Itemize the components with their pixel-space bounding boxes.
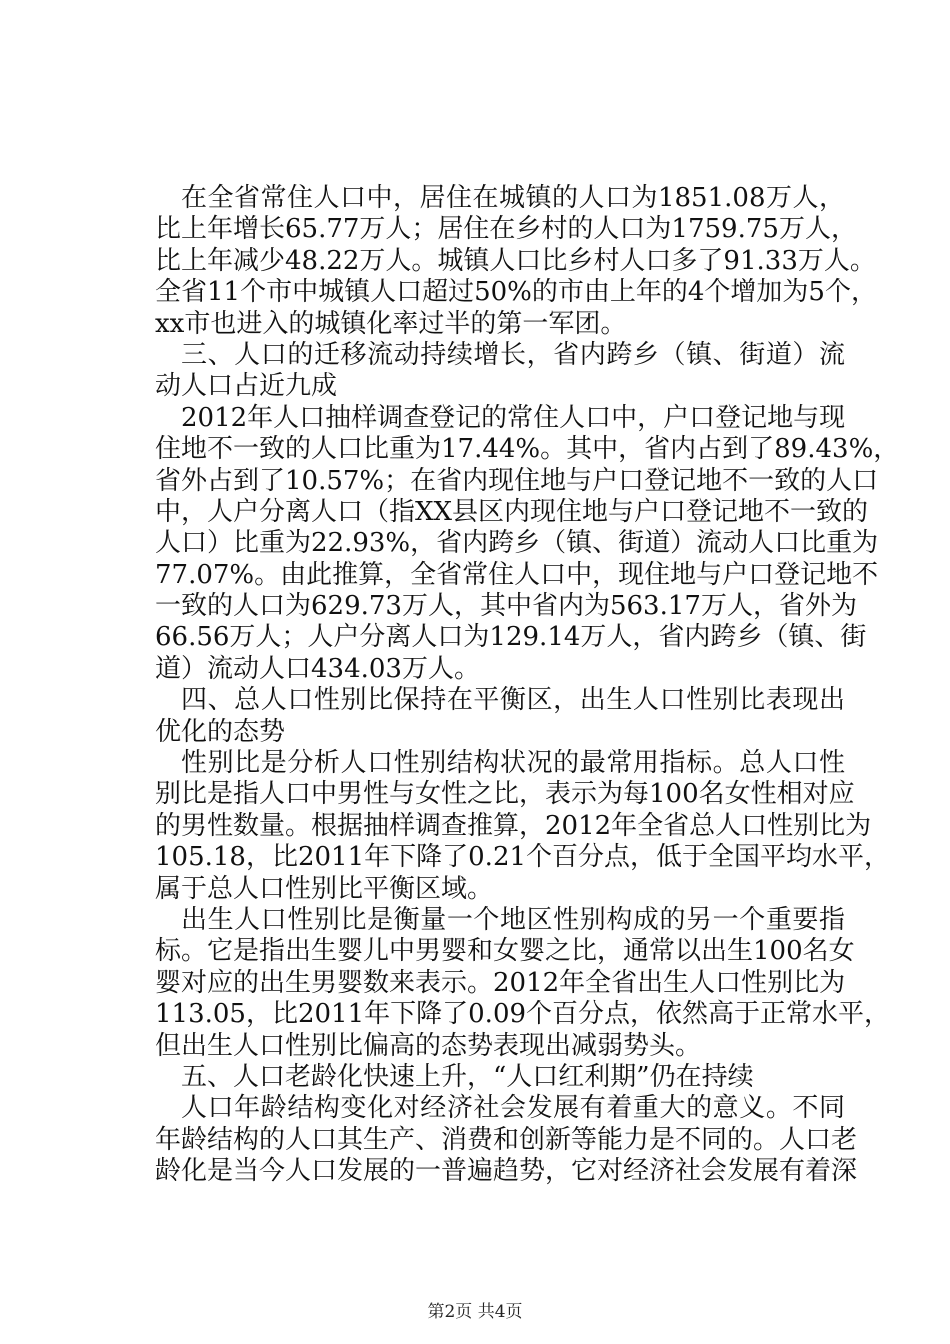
text-line: 比上年增长65.77万人；居住在乡村的人口为1759.75万人， — [155, 214, 857, 245]
text-line: 龄化是当今人口发展的一普遍趋势，它对经济社会发展有着深 — [155, 1156, 858, 1187]
text-line: 全省11个市中城镇人口超过50%的市由上年的4个增加为5个， — [155, 277, 877, 308]
section-heading: 优化的态势 — [155, 716, 286, 747]
text-line: 比上年减少48.22万人。城镇人口比乡村人口多了91.33万人。 — [155, 245, 876, 276]
text-line: 人口）比重为22.93%，省内跨乡（镇、街道）流动人口比重为 — [155, 528, 879, 559]
text-line: 的男性数量。根据抽样调查推算，2012年全省总人口性别比为 — [155, 810, 872, 841]
section-heading: 五、人口老龄化快速上升，“人口红利期”仍在持续 — [181, 1061, 754, 1092]
page-number-footer: 第2页 共4页 — [427, 1302, 523, 1322]
text-line: 性别比是分析人口性别结构状况的最常用指标。总人口性 — [181, 748, 845, 779]
text-line: 住地不一致的人口比重为17.44%。其中，省内占到了89.43%， — [155, 434, 900, 465]
text-line: 别比是指人口中男性与女性之比，表示为每100名女性相对应 — [155, 779, 855, 810]
text-line: 中，人户分离人口（指XX县区内现住地与户口登记地不一致的 — [155, 496, 869, 527]
section-heading: 动人口占近九成 — [155, 371, 338, 402]
text-line: 2012年人口抽样调查登记的常住人口中，户口登记地与现 — [181, 402, 846, 433]
section-heading: 三、人口的迁移流动持续增长，省内跨乡（镇、街道）流 — [181, 339, 845, 370]
text-line: 属于总人口性别比平衡区域。 — [155, 873, 494, 904]
text-line: 年龄结构的人口其生产、消费和创新等能力是不同的。人口老 — [155, 1124, 858, 1155]
text-line: 出生人口性别比是衡量一个地区性别构成的另一个重要指 — [181, 904, 845, 935]
text-line: 婴对应的出生男婴数来表示。2012年全省出生人口性别比为 — [155, 967, 846, 998]
text-line: 但出生人口性别比偏高的态势表现出减弱势头。 — [155, 1030, 702, 1061]
text-line: 标。它是指出生婴儿中男婴和女婴之比，通常以出生100名女 — [155, 936, 855, 967]
text-line: xx市也进入的城镇化率过半的第一军团。 — [155, 308, 627, 339]
section-heading: 四、总人口性别比保持在平衡区，出生人口性别比表现出 — [181, 685, 845, 716]
text-line: 113.05，比2011年下降了0.09个百分点，依然高于正常水平， — [155, 999, 891, 1030]
text-line: 人口年龄结构变化对经济社会发展有着重大的意义。不同 — [181, 1093, 845, 1124]
text-line: 77.07%。由此推算，全省常住人口中，现住地与户口登记地不 — [155, 559, 879, 590]
text-line: 105.18，比2011年下降了0.21个百分点，低于全国平均水平， — [155, 842, 891, 873]
text-line: 一致的人口为629.73万人，其中省内为563.17万人，省外为 — [155, 591, 857, 622]
text-line: 在全省常住人口中，居住在城镇的人口为1851.08万人， — [181, 183, 845, 213]
body-text — [155, 183, 900, 1188]
text-line: 道）流动人口434.03万人。 — [155, 653, 480, 684]
text-line: 省外占到了10.57%；在省内现住地与户口登记地不一致的人口 — [155, 465, 879, 496]
text-line: 66.56万人；人户分离人口为129.14万人，省内跨乡（镇、街 — [155, 622, 867, 653]
